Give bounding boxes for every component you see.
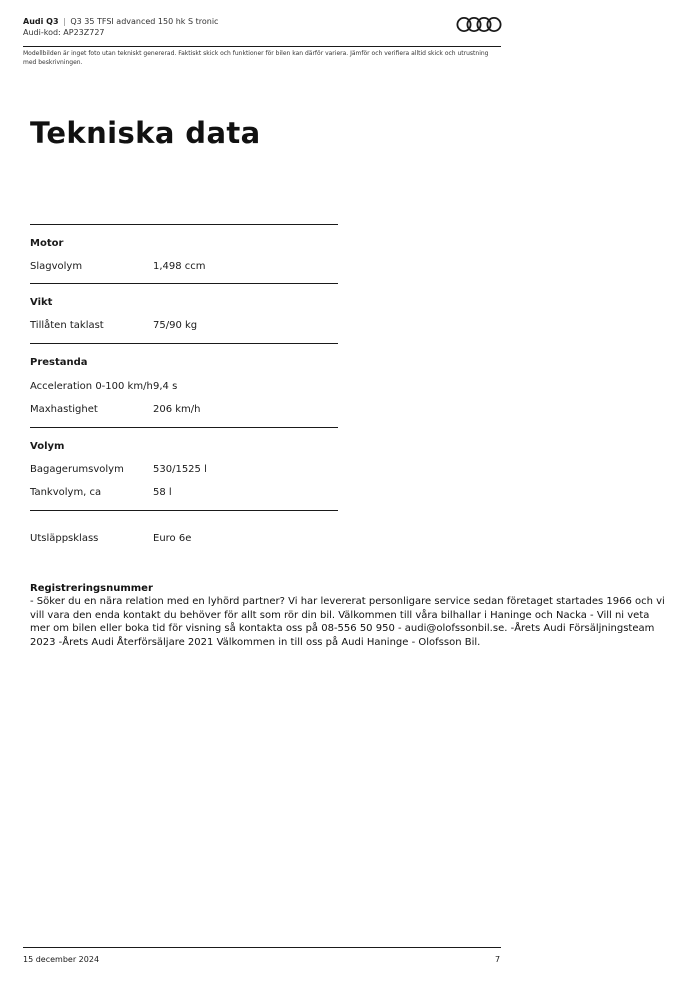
section-divider bbox=[30, 224, 338, 225]
spec-label: Maxhastighet bbox=[30, 404, 98, 415]
spec-label: Tillåten taklast bbox=[30, 320, 104, 331]
section-title-volym: Volym bbox=[30, 441, 65, 452]
spec-row bbox=[30, 260, 338, 273]
registration-title: Registreringsnummer bbox=[30, 583, 153, 594]
header-divider bbox=[23, 46, 501, 47]
section-title-motor: Motor bbox=[30, 238, 64, 249]
spec-value: Euro 6e bbox=[153, 533, 192, 544]
spec-row bbox=[30, 319, 338, 332]
page-number: 7 bbox=[495, 955, 501, 964]
spec-value: 1,498 ccm bbox=[153, 261, 206, 272]
spec-value: 75/90 kg bbox=[153, 320, 198, 331]
model-line bbox=[23, 16, 501, 27]
footer-divider bbox=[23, 947, 501, 948]
header-separator: | bbox=[63, 17, 66, 26]
image-disclaimer: Modellbilden är inget foto utan tekniskt genererad. Faktiskt skick och funktioner för bilen kan därför variera. Jämför och verifiera alltid skick och utrustning med beskrivningen. bbox=[23, 50, 489, 66]
spec-label: Bagagerumsvolym bbox=[30, 464, 124, 475]
spec-row bbox=[30, 403, 338, 416]
page-title: Tekniska data bbox=[30, 116, 261, 150]
spec-row bbox=[30, 463, 338, 476]
page-header bbox=[23, 16, 501, 38]
spec-label: Utsläppsklass bbox=[30, 533, 99, 544]
audi-code: Audi-kod: AP23Z727 bbox=[23, 28, 105, 37]
spec-value: 9,4 s bbox=[153, 381, 178, 392]
section-divider bbox=[30, 283, 338, 284]
footer-date: 15 december 2024 bbox=[23, 955, 100, 964]
section-divider bbox=[30, 343, 338, 344]
spec-label: Acceleration 0-100 km/h bbox=[30, 381, 153, 392]
spec-label: Tankvolym, ca bbox=[30, 487, 102, 498]
spec-value: 530/1525 l bbox=[153, 464, 207, 475]
spec-row bbox=[30, 486, 338, 499]
section-title-prestanda: Prestanda bbox=[30, 357, 88, 368]
section-divider bbox=[30, 510, 338, 511]
spec-label: Slagvolym bbox=[30, 261, 83, 272]
registration-text: - Söker du en nära relation med en lyhörd partner? Vi har levererat personligare service sedan företaget startades 1966 och vi vill vara den enda kontakt du behöver för allt som rör din bil. Välkommen till våra bilhallar i Haninge och Nacka - Vill ni veta mer om bilen eller boka tid för visning så kontakta oss på 08-556 50 950 - audi@olofssonbil.se. -Årets Audi Försäljningsteam 2023 -Årets Audi Återförsäljare 2021 Välkommen in till oss på Audi Haninge - Olofsson Bil. bbox=[30, 596, 665, 648]
spec-row bbox=[30, 532, 338, 545]
section-title-vikt: Vikt bbox=[30, 297, 53, 308]
spec-value: 206 km/h bbox=[153, 404, 201, 415]
audi-rings-logo-icon bbox=[456, 16, 502, 33]
spec-table bbox=[30, 224, 338, 545]
spec-value: 58 l bbox=[153, 487, 172, 498]
spec-row bbox=[30, 380, 338, 393]
model-variant: Q3 35 TFSI advanced 150 hk S tronic bbox=[70, 17, 219, 26]
section-divider bbox=[30, 427, 338, 428]
model-name: Audi Q3 bbox=[23, 17, 59, 26]
registration-block bbox=[30, 582, 670, 649]
